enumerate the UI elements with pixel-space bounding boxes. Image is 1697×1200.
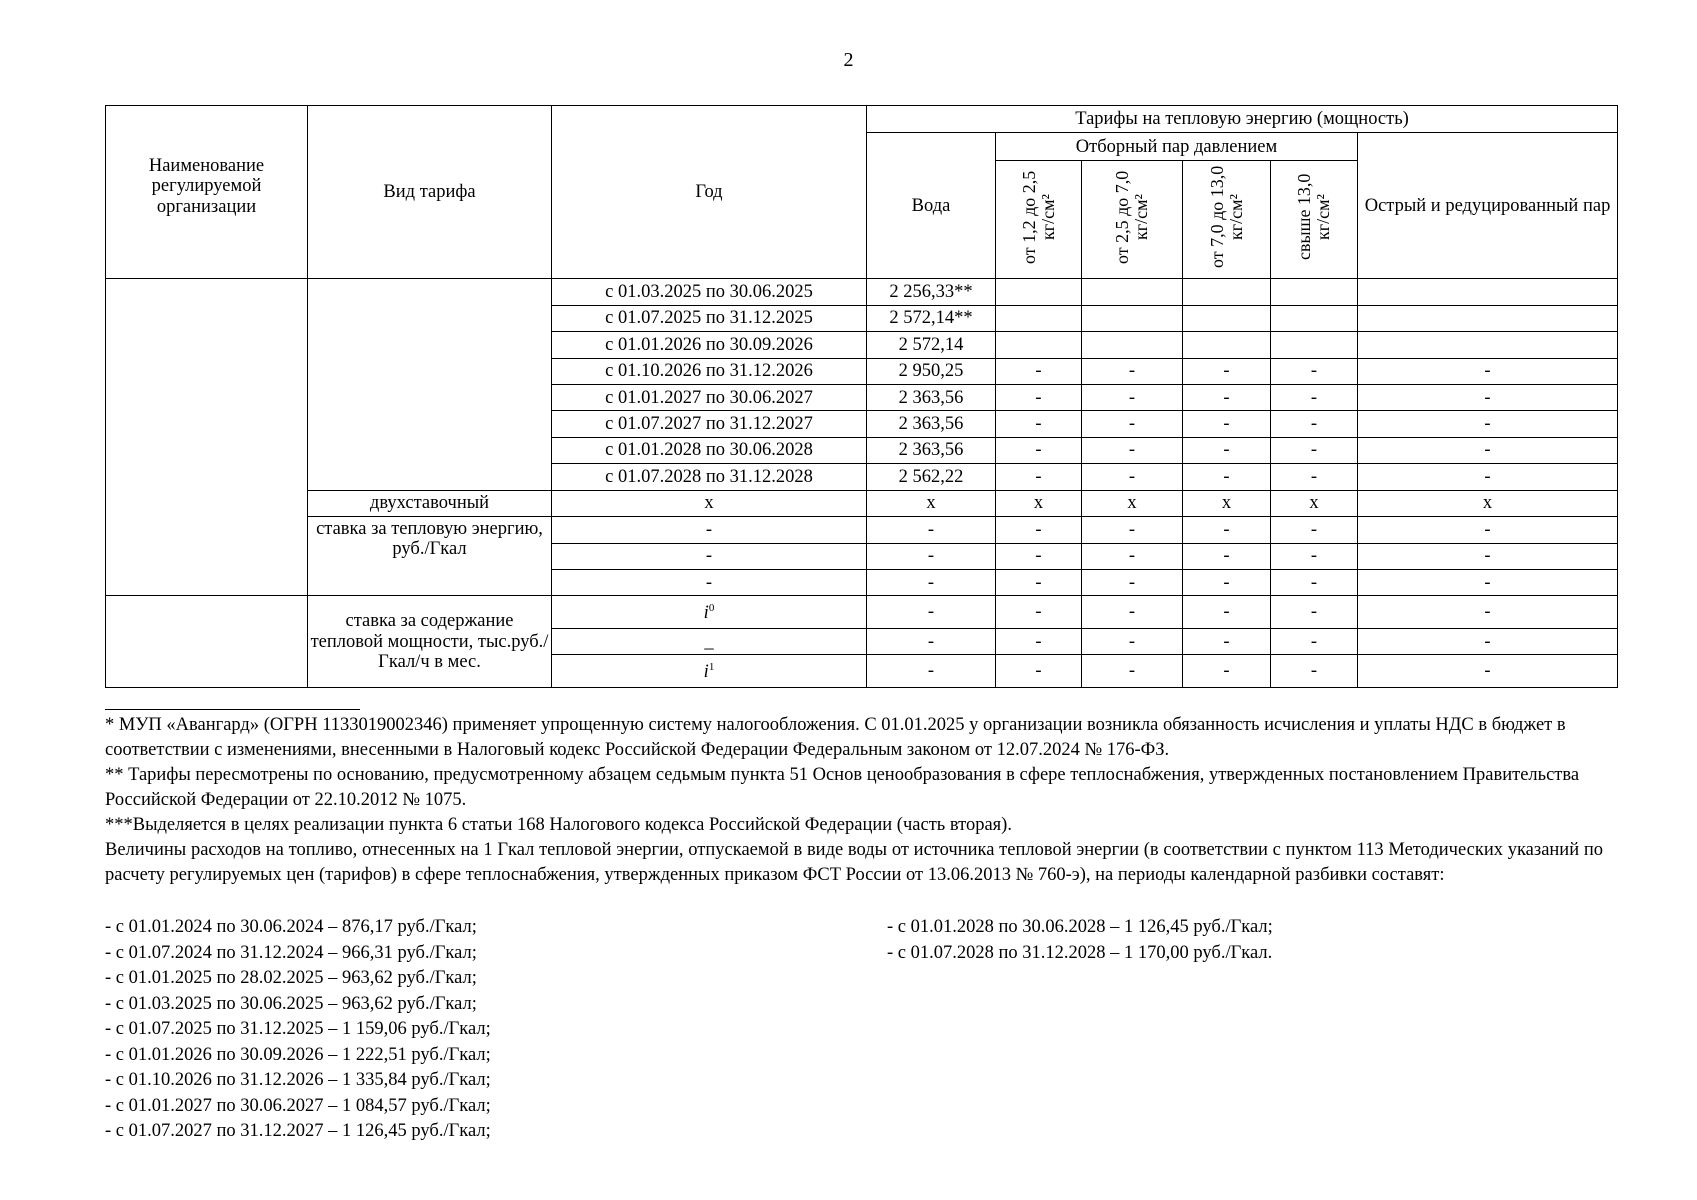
energy-rate-value: - [1082,517,1183,543]
capacity-rate-value: - [1082,596,1183,629]
tariff-value [1271,279,1358,305]
header-steam-label: от 7,0 до 13,0 кг/см² [1206,165,1246,269]
tariff-value: - [1183,384,1271,410]
tariff-value: - [1358,411,1618,437]
water-value: 2 363,56 [867,437,996,463]
tariff-value [1183,279,1271,305]
period-cell: с 01.07.2028 по 31.12.2028 [552,464,867,490]
header-steam-label: свыше 13,0 кг/см² [1294,173,1333,261]
header-steam-label: от 1,2 до 2,5 кг/см² [1018,170,1058,264]
water-value: 2 363,56 [867,384,996,410]
fuel-cost-item: - с 01.01.2026 по 30.09.2026 – 1 222,51 руб./Гкал; [105,1044,491,1065]
org-name-cell [106,279,308,596]
two-rate-label: двухставочный [308,490,552,516]
tariff-value: - [1358,437,1618,463]
table-row [106,517,1618,543]
footnote-1: * МУП «Авангард» (ОГРН 1133019002346) применяет упрощенную систему налогообложения. С 01.01.2025 у организации возникла обязанность исчисления и уплаты НДС в бюджет в соответствии с изменениями, внесенными в Налоговый кодекс Российской Федерации Федеральным законом от 12.07.2024 № 176-ФЗ. [105,715,1566,760]
period-cell: с 01.01.2028 по 30.06.2028 [552,437,867,463]
tariff-value: - [1271,411,1358,437]
capacity-rate-value: - [1271,655,1358,688]
header-water: Вода [867,133,996,279]
capacity-year-cell [552,628,867,654]
header-steam-col-4 [1271,160,1358,278]
capacity-rate-value: - [1082,655,1183,688]
tariff-value: - [1271,437,1358,463]
tariff-value: - [1271,464,1358,490]
header-steam-col-1 [996,160,1082,278]
water-value: 2 572,14** [867,305,996,331]
tariff-value: - [1082,437,1183,463]
fuel-cost-item: - с 01.01.2028 по 30.06.2028 – 1 126,45 руб./Гкал; [887,917,1273,937]
tariff-value [1271,305,1358,331]
two-rate-value: х [552,490,867,516]
energy-rate-value: - [552,543,867,569]
energy-rate-value: - [1183,517,1271,543]
table-row [106,106,1618,133]
energy-rate-value: - [1271,570,1358,596]
capacity-rate-value: - [867,596,996,629]
two-rate-value: х [996,490,1082,516]
period-cell: с 01.01.2027 по 30.06.2027 [552,384,867,410]
energy-rate-value: - [996,570,1082,596]
two-rate-value: х [1183,490,1271,516]
capacity-year-cell [552,655,867,688]
index-symbol: $i^0$ [703,601,715,623]
energy-rate-value: - [867,517,996,543]
capacity-rate-value: - [867,655,996,688]
capacity-year-cell [552,596,867,629]
fuel-cost-item: - с 01.10.2026 по 31.12.2026 – 1 335,84 руб./Гкал; [105,1070,491,1090]
energy-rate-value: - [552,517,867,543]
energy-rate-value: - [1183,543,1271,569]
energy-rate-value: - [996,517,1082,543]
tariff-value: - [1271,358,1358,384]
period-cell: с 01.07.2025 по 31.12.2025 [552,305,867,331]
fuel-costs-list-left [105,915,491,1145]
tariff-value [996,332,1082,358]
tariff-value [1082,305,1183,331]
capacity-rate-value: - [1271,628,1358,654]
tariff-value: - [996,411,1082,437]
table-row [106,596,1618,629]
tariff-value: - [1183,358,1271,384]
two-rate-value: х [1271,490,1358,516]
fuel-cost-item: - с 01.03.2025 по 30.06.2025 – 963,62 руб./Гкал; [105,993,477,1014]
energy-rate-value: - [1082,543,1183,569]
energy-rate-value: - [1358,570,1618,596]
header-org: Наименование регулируемой организации [106,106,308,279]
header-sharp-steam: Острый и редуцированный пар [1358,133,1618,279]
energy-rate-value: - [1271,517,1358,543]
fuel-costs-list-right [887,915,1273,966]
capacity-rate-value: - [1358,596,1618,629]
tariff-value [996,279,1082,305]
tariff-value: - [1183,411,1271,437]
fuel-cost-item: - с 01.01.2024 по 30.06.2024 – 876,17 руб./Гкал; [105,917,477,937]
tariff-value: - [1358,384,1618,410]
index-symbol: $i^1$ [703,660,715,682]
water-value: 2 562,22 [867,464,996,490]
tariff-value [1183,332,1271,358]
energy-rate-value: - [867,570,996,596]
header-year: Год [552,106,867,279]
fuel-cost-item: - с 01.01.2025 по 28.02.2025 – 963,62 руб./Гкал; [105,968,477,988]
tariff-value: - [996,358,1082,384]
footnote-3: ***Выделяется в целях реализации пункта 6 статьи 168 Налогового кодекса Российской Федерации (часть вторая). [105,815,1012,835]
capacity-rate-value: - [1183,628,1271,654]
tariff-value: - [996,437,1082,463]
two-rate-value: х [1082,490,1183,516]
energy-rate-value: - [1183,570,1271,596]
energy-rate-value: - [552,570,867,596]
tariff-value: - [996,464,1082,490]
period-cell: с 01.01.2026 по 30.09.2026 [552,332,867,358]
period-cell: с 01.10.2026 по 31.12.2026 [552,358,867,384]
tariff-value [1082,332,1183,358]
capacity-rate-value: - [996,596,1082,629]
water-value: 2 572,14 [867,332,996,358]
fuel-costs-intro: Величины расходов на топливо, отнесенных на 1 Гкал тепловой энергии, отпускаемой в виде воды от источника тепловой энергии (в соответствии с пунктом 113 Методических указаний по расчету регулируемых цен (тарифов) в сфере теплоснабжения, утвержденных приказом ФСТ России от 13.06.2013 № 760-э), на периоды календарной разбивки составят: [105,840,1603,885]
capacity-rate-value: - [996,628,1082,654]
energy-rate-value: - [1082,570,1183,596]
fuel-cost-item: - с 01.07.2024 по 31.12.2024 – 966,31 руб./Гкал; [105,942,477,963]
fuel-cost-item: - с 01.07.2025 по 31.12.2025 – 1 159,06 руб./Гкал; [105,1019,491,1039]
tariff-value: - [1358,464,1618,490]
tariff-value [1358,279,1618,305]
capacity-rate-value: - [996,655,1082,688]
tariff-value: - [1271,384,1358,410]
header-tariff-type: Вид тарифа [308,106,552,279]
footnote-divider [105,709,360,710]
index-symbol: _ [704,631,714,652]
capacity-rate-label: ставка за содержание тепловой мощности, тыс.руб./Гкал/ч в мес. [308,596,552,688]
water-value: 2 950,25 [867,358,996,384]
tariff-value [1358,305,1618,331]
tariff-value [1183,305,1271,331]
footnotes [105,713,1603,888]
two-rate-value: х [1358,490,1618,516]
energy-rate-value: - [1358,517,1618,543]
header-tariffs-group: Тарифы на тепловую энергию (мощность) [867,106,1618,133]
water-value: 2 256,33** [867,279,996,305]
tariff-value [996,305,1082,331]
table-row [106,490,1618,516]
capacity-rate-value: - [1271,596,1358,629]
capacity-rate-value: - [1082,628,1183,654]
tariff-value [1271,332,1358,358]
energy-rate-label: ставка за тепловую энергию, руб./Гкал [308,517,552,596]
tariff-type-cell [308,279,552,491]
footnote-2: ** Тарифы пересмотрены по основанию, предусмотренному абзацем седьмым пункта 51 Основ ценообразования в сфере теплоснабжения, утвержденных постановлением Правительства Российской Федерации от 22.10.2012 № 1075. [105,765,1580,810]
header-steam-col-2 [1082,160,1183,278]
tariff-value: - [1183,464,1271,490]
table-row [106,279,1618,305]
energy-rate-value: - [1358,543,1618,569]
header-steam-label: от 2,5 до 7,0 кг/см² [1112,170,1151,264]
capacity-rate-value: - [1358,628,1618,654]
tariff-value: - [1082,411,1183,437]
tariff-value: - [1358,358,1618,384]
tariff-value: - [1082,464,1183,490]
fuel-cost-item: - с 01.07.2027 по 31.12.2027 – 1 126,45 руб./Гкал; [105,1121,491,1141]
capacity-rate-value: - [1183,596,1271,629]
tariff-value [1358,332,1618,358]
tariff-value: - [996,384,1082,410]
header-steam-col-3 [1183,160,1271,278]
two-rate-value: х [867,490,996,516]
capacity-rate-value: - [1358,655,1618,688]
water-value: 2 363,56 [867,411,996,437]
tariff-value: - [1082,384,1183,410]
org-name-cell-2 [106,596,308,688]
energy-rate-value: - [867,543,996,569]
capacity-rate-value: - [867,628,996,654]
period-cell: с 01.07.2027 по 31.12.2027 [552,411,867,437]
fuel-cost-item: - с 01.07.2028 по 31.12.2028 – 1 170,00 руб./Гкал. [887,942,1273,963]
tariff-value: - [1082,358,1183,384]
tariff-table [105,105,1618,688]
tariff-value: - [1183,437,1271,463]
fuel-cost-item: - с 01.01.2027 по 30.06.2027 – 1 084,57 руб./Гкал; [105,1095,491,1116]
energy-rate-value: - [996,543,1082,569]
energy-rate-value: - [1271,543,1358,569]
tariff-value [1082,279,1183,305]
capacity-rate-value: - [1183,655,1271,688]
page-number: 2 [843,49,854,71]
period-cell: с 01.03.2025 по 30.06.2025 [552,279,867,305]
header-steam-group: Отборный пар давлением [996,133,1358,160]
